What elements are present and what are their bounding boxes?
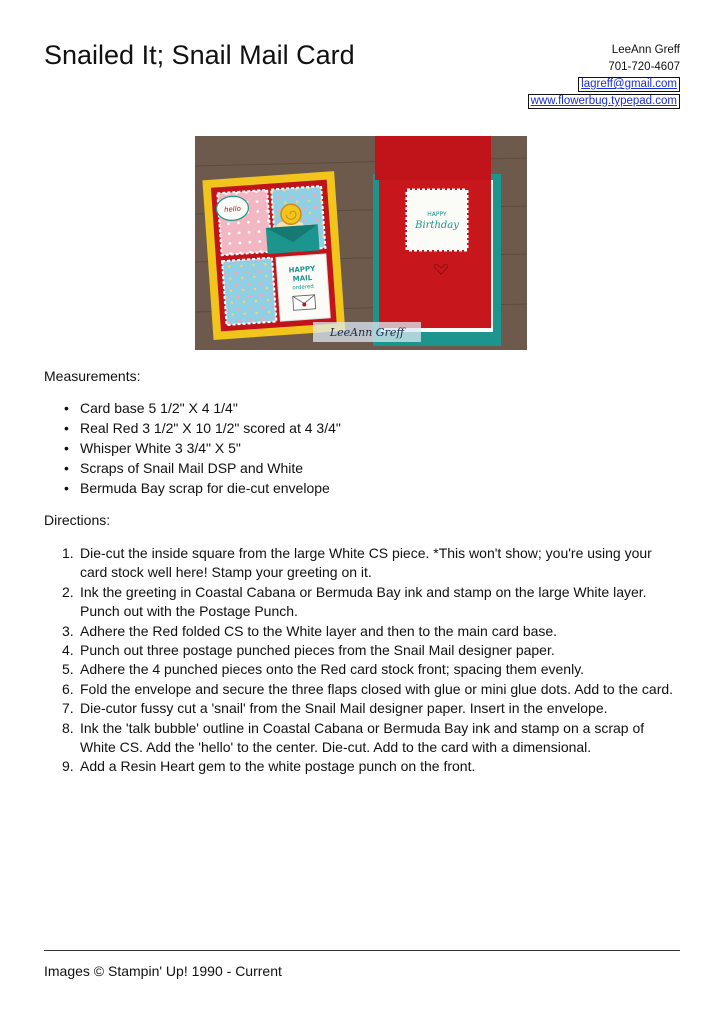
snail-shell	[280, 204, 301, 225]
step-number: 2.	[62, 583, 74, 600]
page-title: Snailed It; Snail Mail Card	[44, 40, 355, 70]
footer-copyright: Images © Stampin' Up! 1990 - Current	[44, 963, 282, 979]
list-item: • Scraps of Snail Mail DSP and White	[62, 458, 341, 478]
list-item	[62, 699, 682, 718]
greeting-line-1: HAPPY	[427, 211, 447, 218]
step-text: Adhere the Red folded CS to the White layer and then to the main card base.	[80, 622, 558, 639]
step-text: Ink the 'talk bubble' outline in Coastal Cabana or Bermuda Bay ink and stamp on a scrap of White CS. Add the 'hello' to the center. Die-cut. Add to the card with a dimensional.	[80, 719, 645, 756]
step-text: Die-cut the inside square from the large White CS piece. *This won't show; you're using your card stock well here! Stamp your greeting on it.	[80, 545, 652, 581]
greeting-line-2: Birthday	[415, 220, 459, 231]
step-text: Add a Resin Heart gem to the white postage punch on the front.	[80, 758, 476, 775]
list-item: • Whisper White 3 3/4" X 5"	[62, 438, 341, 458]
directions-list	[62, 544, 682, 777]
step-text: Adhere the 4 punched pieces onto the Red card stock front; spacing them evenly.	[80, 661, 585, 678]
step-number: 1.	[62, 545, 74, 561]
list-item	[62, 544, 682, 583]
postage-bottom-left	[222, 258, 276, 325]
postage-text-3: ordered	[292, 283, 315, 292]
list-item	[62, 660, 682, 679]
card-front	[202, 171, 345, 340]
list-item	[62, 641, 682, 660]
list-item: • Real Red 3 1/2" X 10 1/2" scored at 4 3/4"	[62, 418, 341, 438]
measurements-label: Measurements:	[44, 368, 141, 384]
list-item	[62, 719, 682, 758]
postage-text-1: HAPPY	[288, 264, 316, 275]
list-item	[62, 622, 682, 641]
step-number: 3.	[62, 622, 74, 639]
step-text: Punch out three postage punched pieces from the Snail Mail designer paper.	[80, 642, 555, 659]
step-text: Ink the greeting in Coastal Cabana or Bermuda Bay ink and stamp on the large White layer. Punch out with the Postage Punch.	[80, 583, 647, 620]
postage-text-2: MAIL	[292, 273, 313, 284]
step-number: 7.	[62, 700, 74, 717]
step-number: 4.	[62, 642, 74, 659]
step-text: Fold the envelope and secure the three flaps closed with glue or mini glue dots. Add to the card.	[80, 680, 674, 697]
card-photo	[195, 136, 527, 350]
materials-list	[62, 398, 341, 498]
bubble-text: hello	[223, 204, 242, 214]
list-item: • Card base 5 1/2" X 4 1/4"	[62, 398, 341, 418]
step-number: 9.	[62, 758, 74, 775]
contact-name: LeeAnn Greff	[611, 44, 680, 56]
directions-label: Directions:	[44, 512, 111, 528]
step-number: 5.	[62, 661, 74, 678]
red-top-flap	[375, 136, 491, 180]
card-inside	[373, 136, 501, 346]
list-item: • Bermuda Bay scrap for die-cut envelope	[62, 478, 341, 498]
contact-phone: 701-720-4607	[608, 61, 680, 73]
footer-divider	[44, 950, 680, 951]
list-item	[62, 757, 682, 776]
step-number: 6.	[62, 680, 74, 697]
list-item	[62, 583, 682, 622]
watermark-text: LeeAnn Greff	[329, 326, 405, 339]
contact-block	[528, 42, 680, 110]
email-link[interactable]: lagreff@gmail.com	[578, 77, 680, 92]
list-item	[62, 680, 682, 699]
step-number: 8.	[62, 719, 74, 736]
step-text: Die-cutor fussy cut a 'snail' from the Snail Mail designer paper. Insert in the envelope.	[80, 700, 608, 717]
website-link[interactable]: www.flowerbug.typepad.com	[528, 94, 680, 109]
